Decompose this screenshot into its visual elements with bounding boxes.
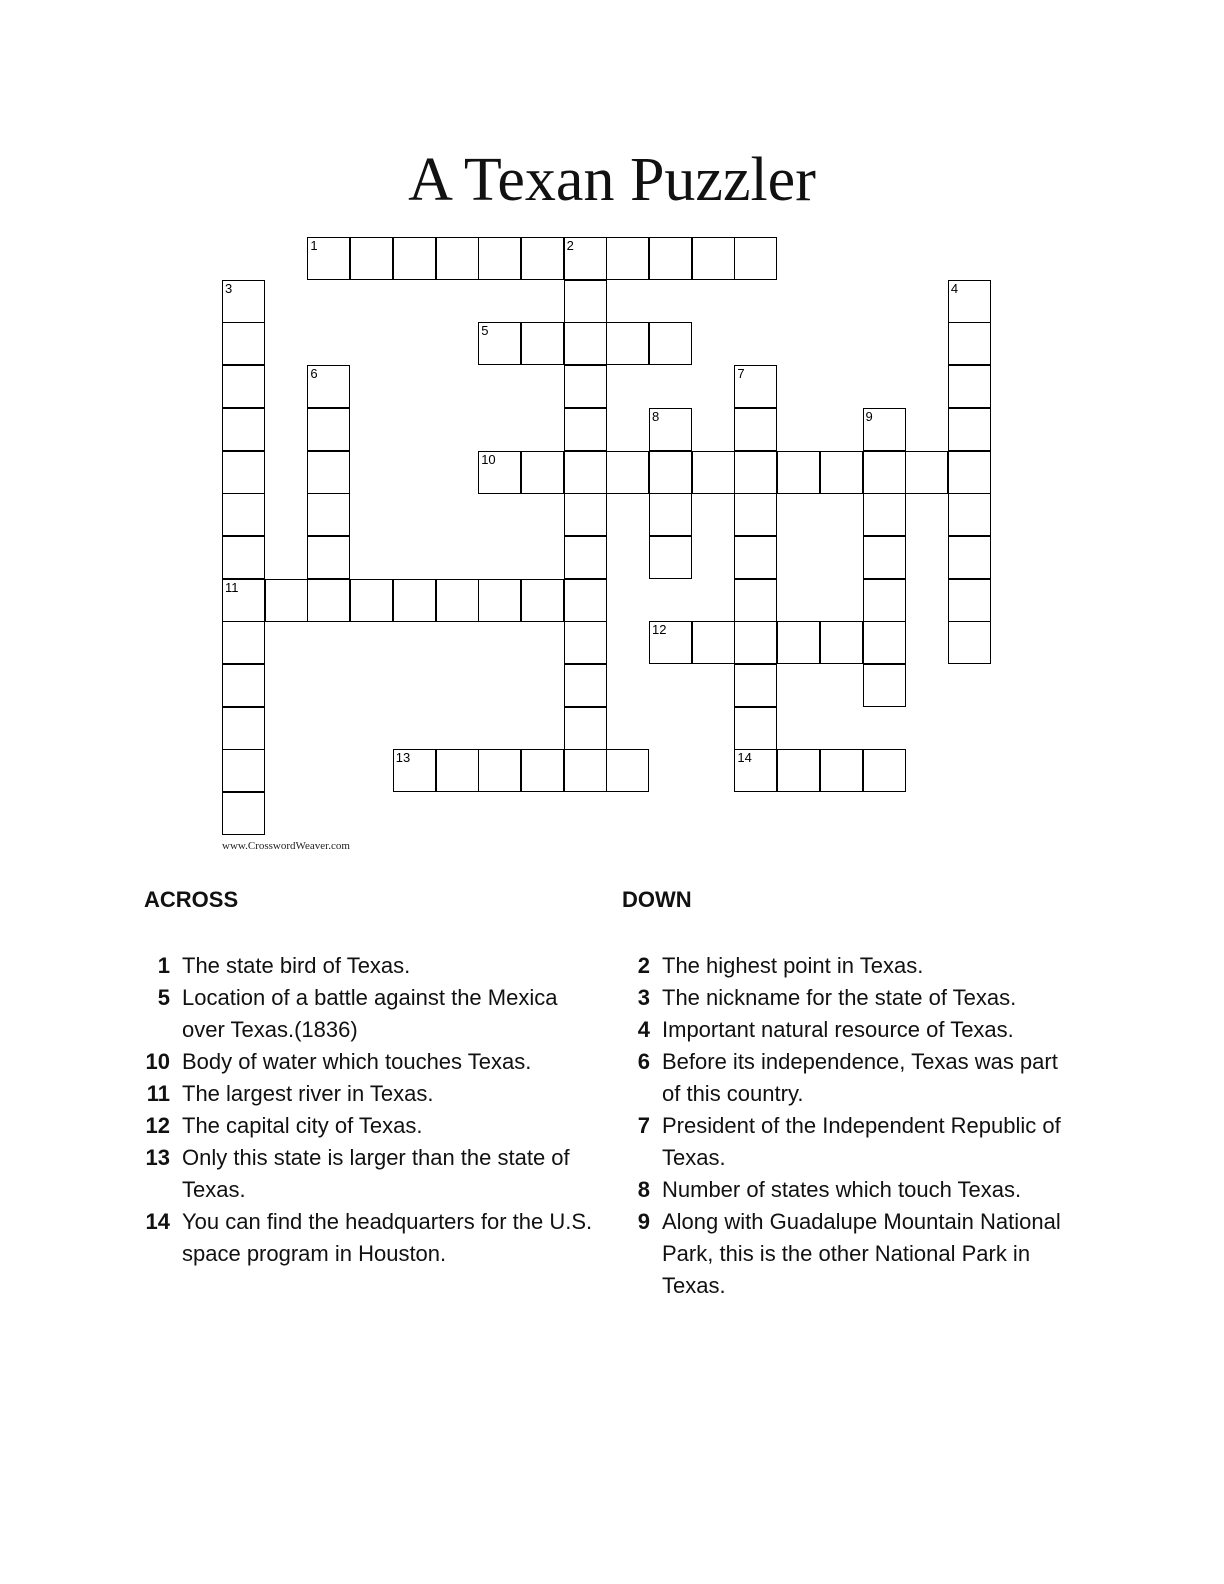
- clue-item: [618, 1206, 1078, 1302]
- crossword-cell[interactable]: [521, 579, 564, 622]
- crossword-cell[interactable]: [521, 451, 564, 494]
- crossword-cell[interactable]: [948, 536, 991, 579]
- crossword-cell[interactable]: [222, 322, 265, 365]
- crossword-cell[interactable]: [521, 322, 564, 365]
- crossword-cell[interactable]: [649, 493, 692, 536]
- crossword-cell[interactable]: [649, 536, 692, 579]
- crossword-cell[interactable]: [692, 621, 735, 664]
- clue-item: [138, 950, 598, 982]
- crossword-cell[interactable]: [222, 749, 265, 792]
- crossword-cell[interactable]: [564, 664, 607, 707]
- crossword-cell[interactable]: [564, 408, 607, 451]
- clue-item: [138, 982, 598, 1046]
- crossword-cell[interactable]: [222, 621, 265, 664]
- clue-item: [138, 1110, 598, 1142]
- clue-number-label: 14: [737, 750, 752, 766]
- crossword-cell[interactable]: [820, 621, 863, 664]
- crossword-cell[interactable]: [564, 451, 607, 494]
- clue-item: [618, 982, 1078, 1014]
- crossword-cell[interactable]: [948, 451, 991, 494]
- clue-number-label: 2: [566, 238, 574, 253]
- crossword-cell[interactable]: [564, 237, 607, 280]
- crossword-cell[interactable]: [564, 365, 607, 408]
- clue-number: 11: [146, 1081, 170, 1106]
- crossword-cell[interactable]: [478, 749, 521, 792]
- crossword-cell[interactable]: [564, 493, 607, 536]
- crossword-cell[interactable]: [222, 579, 265, 622]
- crossword-cell[interactable]: [436, 237, 479, 280]
- crossword-cell[interactable]: [649, 237, 692, 280]
- clue-number-label: 5: [481, 323, 489, 339]
- crossword-cell[interactable]: [863, 579, 906, 622]
- clue-number-label: 7: [737, 366, 745, 382]
- crossword-cell[interactable]: [307, 451, 350, 494]
- crossword-cell[interactable]: [222, 664, 265, 707]
- crossword-cell[interactable]: [393, 579, 436, 622]
- crossword-cell[interactable]: [606, 237, 649, 280]
- down-heading: DOWN: [622, 887, 692, 912]
- clue-number: 1: [157, 953, 170, 978]
- crossword-cell[interactable]: [820, 451, 863, 494]
- clue-text: The highest point in Texas.: [662, 953, 924, 978]
- clue-number: 7: [637, 1113, 650, 1138]
- crossword-cell[interactable]: [863, 451, 906, 494]
- clue-number-label: 3: [225, 280, 233, 296]
- crossword-cell[interactable]: [564, 536, 607, 579]
- clue-number-label: 12: [652, 622, 667, 638]
- clue-number: 10: [145, 1049, 170, 1074]
- crossword-cell[interactable]: [863, 664, 906, 707]
- crossword-cell[interactable]: [863, 621, 906, 664]
- crossword-cell[interactable]: [692, 451, 735, 494]
- crossword-cell[interactable]: [777, 451, 820, 494]
- crossword-cell[interactable]: [948, 322, 991, 365]
- clue-item: [138, 1046, 598, 1078]
- crossword-cell[interactable]: [948, 408, 991, 451]
- clue-text: Only this state is larger than the state of Texas.: [182, 1145, 570, 1202]
- crossword-cell[interactable]: [606, 749, 649, 792]
- crossword-cell[interactable]: [948, 280, 991, 323]
- clue-text: The capital city of Texas.: [182, 1113, 423, 1138]
- crossword-cell[interactable]: [734, 621, 777, 664]
- crossword-cell[interactable]: [478, 451, 521, 494]
- clue-text: You can find the headquarters for the U.S. space program in Houston.: [182, 1209, 593, 1266]
- clue-text: Before its independence, Texas was part of this country.: [662, 1049, 1058, 1106]
- clue-number: 12: [145, 1113, 170, 1138]
- clue-text: The state bird of Texas.: [182, 953, 411, 978]
- crossword-cell[interactable]: [393, 749, 436, 792]
- clue-number-label: 4: [950, 280, 959, 296]
- crossword-cell[interactable]: [948, 365, 991, 408]
- crossword-cell[interactable]: [265, 579, 308, 622]
- crossword-cell[interactable]: [948, 493, 991, 536]
- clue-text: Body of water which touches Texas.: [182, 1049, 532, 1074]
- clue-item: [618, 1110, 1078, 1174]
- crossword-cell[interactable]: [222, 280, 265, 323]
- clue-number-label: 13: [395, 750, 411, 766]
- crossword-cell[interactable]: [564, 280, 607, 323]
- clue-text: Number of states which touch Texas.: [662, 1177, 1022, 1202]
- crossword-cell[interactable]: [564, 579, 607, 622]
- crossword-cell[interactable]: [436, 579, 479, 622]
- crossword-cell[interactable]: [649, 451, 692, 494]
- crossword-cell[interactable]: [863, 493, 906, 536]
- clue-text: President of the Independent Republic of Texas.: [662, 1113, 1061, 1170]
- crossword-cell[interactable]: [222, 451, 265, 494]
- crossword-cell[interactable]: [350, 579, 393, 622]
- clue-item: [138, 1206, 598, 1270]
- clue-number: 14: [145, 1209, 170, 1234]
- clue-number-label: 9: [865, 408, 873, 424]
- crossword-cell[interactable]: [478, 322, 521, 365]
- crossword-cell[interactable]: [222, 408, 265, 451]
- crossword-cell[interactable]: [307, 237, 350, 280]
- crossword-cell[interactable]: [564, 322, 607, 365]
- clue-item: [618, 1174, 1078, 1206]
- crossword-cell[interactable]: [863, 536, 906, 579]
- crossword-cell[interactable]: [820, 749, 863, 792]
- crossword-cell[interactable]: [307, 536, 350, 579]
- crossword-cell[interactable]: [948, 621, 991, 664]
- crossword-cell[interactable]: [649, 621, 692, 664]
- crossword-cell[interactable]: [478, 237, 521, 280]
- crossword-cell[interactable]: [564, 621, 607, 664]
- crossword-cell[interactable]: [521, 749, 564, 792]
- clue-number: 2: [637, 953, 650, 978]
- clue-item: [618, 1046, 1078, 1110]
- clue-text: The nickname for the state of Texas.: [662, 985, 1017, 1010]
- crossword-cell[interactable]: [606, 322, 649, 365]
- crossword-cell[interactable]: [350, 237, 393, 280]
- crossword-cell[interactable]: [393, 237, 436, 280]
- credit-text: www.CrosswordWeaver.com: [222, 840, 350, 852]
- crossword-cell[interactable]: [777, 749, 820, 792]
- clue-item: [138, 1142, 598, 1206]
- crossword-cell[interactable]: [222, 536, 265, 579]
- crossword-cell[interactable]: [734, 451, 777, 494]
- crossword-cell[interactable]: [905, 451, 948, 494]
- clue-text: Location of a battle against the Mexica over Texas.(1836): [182, 985, 558, 1042]
- crossword-cell[interactable]: [734, 365, 777, 408]
- crossword-cell[interactable]: [307, 365, 350, 408]
- clue-item: [618, 950, 1078, 982]
- crossword-cell[interactable]: [734, 707, 777, 750]
- clue-number: 5: [157, 985, 170, 1010]
- crossword-cell[interactable]: [734, 664, 777, 707]
- crossword-cell[interactable]: [307, 579, 350, 622]
- clue-text: The largest river in Texas.: [182, 1081, 434, 1106]
- crossword-cell[interactable]: [692, 237, 735, 280]
- crossword-cell[interactable]: [478, 579, 521, 622]
- puzzle-title: A Texan Puzzler: [408, 146, 816, 214]
- clue-number: 4: [637, 1017, 650, 1042]
- crossword-cell[interactable]: [734, 493, 777, 536]
- across-clue-list: [138, 950, 598, 1270]
- crossword-cell[interactable]: [307, 408, 350, 451]
- clue-number-label: 8: [652, 408, 660, 424]
- clue-text: Important natural resource of Texas.: [662, 1017, 1014, 1042]
- crossword-cell[interactable]: [307, 493, 350, 536]
- clue-item: [618, 1014, 1078, 1046]
- crossword-cell[interactable]: [564, 749, 607, 792]
- crossword-cell[interactable]: [948, 579, 991, 622]
- crossword-cell[interactable]: [564, 707, 607, 750]
- clue-item: [138, 1078, 598, 1110]
- crossword-cell[interactable]: [777, 621, 820, 664]
- crossword-cell[interactable]: [222, 365, 265, 408]
- clue-number: 9: [637, 1209, 650, 1234]
- crossword-cell[interactable]: [649, 408, 692, 451]
- crossword-cell[interactable]: [436, 749, 479, 792]
- clue-text: Along with Guadalupe Mountain National Park, this is the other National Park in Texas.: [662, 1209, 1061, 1298]
- crossword-cell[interactable]: [222, 792, 265, 835]
- crossword-cell[interactable]: [734, 536, 777, 579]
- crossword-cell[interactable]: [734, 408, 777, 451]
- clue-number-label: 1: [310, 238, 318, 253]
- clue-number-label: 11: [225, 579, 239, 595]
- clue-number-label: 10: [481, 451, 496, 467]
- crossword-cell[interactable]: [734, 237, 777, 280]
- down-clue-list: [618, 950, 1078, 1302]
- crossword-cell[interactable]: [734, 579, 777, 622]
- crossword-cell[interactable]: [222, 707, 265, 750]
- crossword-cell[interactable]: [222, 493, 265, 536]
- crossword-cell[interactable]: [606, 451, 649, 494]
- across-heading: ACROSS: [144, 887, 239, 912]
- clue-number: 3: [637, 985, 650, 1010]
- crossword-cell[interactable]: [863, 749, 906, 792]
- crossword-cell[interactable]: [863, 408, 906, 451]
- clue-number: 8: [637, 1177, 650, 1202]
- crossword-cell[interactable]: [649, 322, 692, 365]
- crossword-cell[interactable]: [734, 749, 777, 792]
- clue-number-label: 6: [310, 366, 318, 382]
- clue-number: 6: [637, 1049, 650, 1074]
- crossword-cell[interactable]: [521, 237, 564, 280]
- clue-number: 13: [145, 1145, 170, 1170]
